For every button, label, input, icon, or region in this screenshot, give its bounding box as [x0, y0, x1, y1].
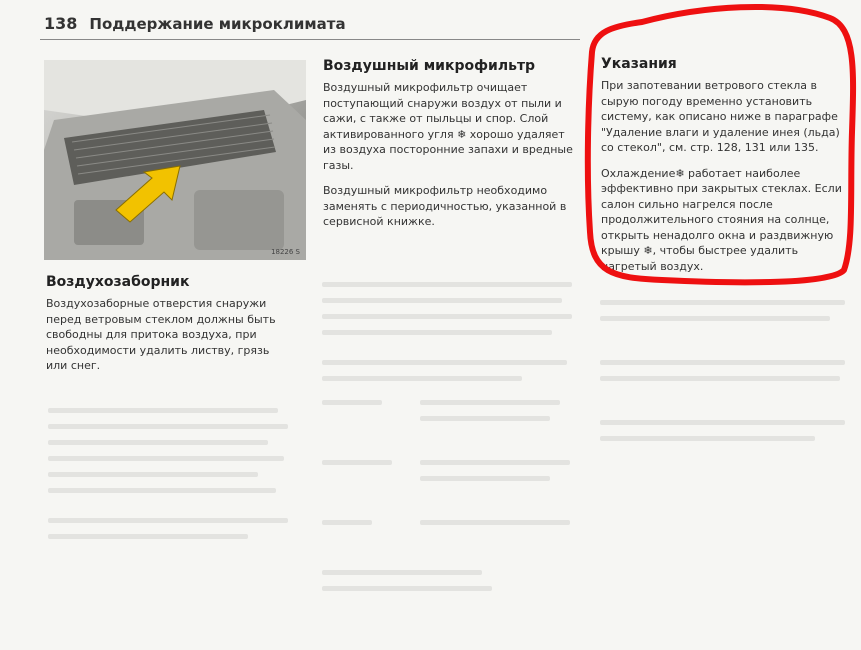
- air-intake-text: Воздухозаборные отверстия снаружи перед ветровым стеклом должны быть свободны для притока воздуха, при необходимости удалить листву, грязь или снег.: [46, 297, 276, 372]
- notes-text-1: При запотевании ветрового стекла в сырую погоду временно установить систему, как описано ниже в параграфе "Удаление влаги и удаление инея (льда) со стекол", см. стр. 128, 131 или 135.: [601, 79, 840, 154]
- right-column: [601, 56, 847, 284]
- air-intake-photo: [44, 60, 306, 260]
- notes-text-2: Охлаждение❄ работает наиболее эффективно при закрытых стеклах. Если салон сильно нагрелся после продолжительного стояния на солнце, открыть ненадолго окна и раздвижную крышу ❄, чтобы быстрее удалить нагретый воздух.: [601, 166, 842, 273]
- engine-bay-illustration: [44, 60, 306, 260]
- figure-code: 18226 S: [271, 248, 300, 256]
- middle-column: [323, 58, 573, 240]
- section-heading-microfilter: Воздушный микрофильтр: [323, 58, 536, 74]
- section-heading-air-intake: Воздухозаборник: [46, 274, 190, 290]
- section-heading-notes: Указания: [601, 56, 677, 72]
- left-column: [46, 274, 294, 384]
- page-title: Поддержание микроклимата: [89, 15, 346, 33]
- page-header: [44, 14, 346, 42]
- microfilter-text-1: Воздушный микрофильтр очищает поступающий снаружи воздух от пыли и сажи, с также от пыльцы и спор. Слой активированного угля ❄ хорошо удаляет из воздуха посторонние запахи и вредные газы.: [323, 81, 573, 172]
- microfilter-text-2: Воздушный микрофильтр необходимо заменять с периодичностью, указанной в сервисной книжке.: [323, 184, 567, 228]
- header-divider: [40, 39, 580, 40]
- page-number: 138: [44, 14, 78, 33]
